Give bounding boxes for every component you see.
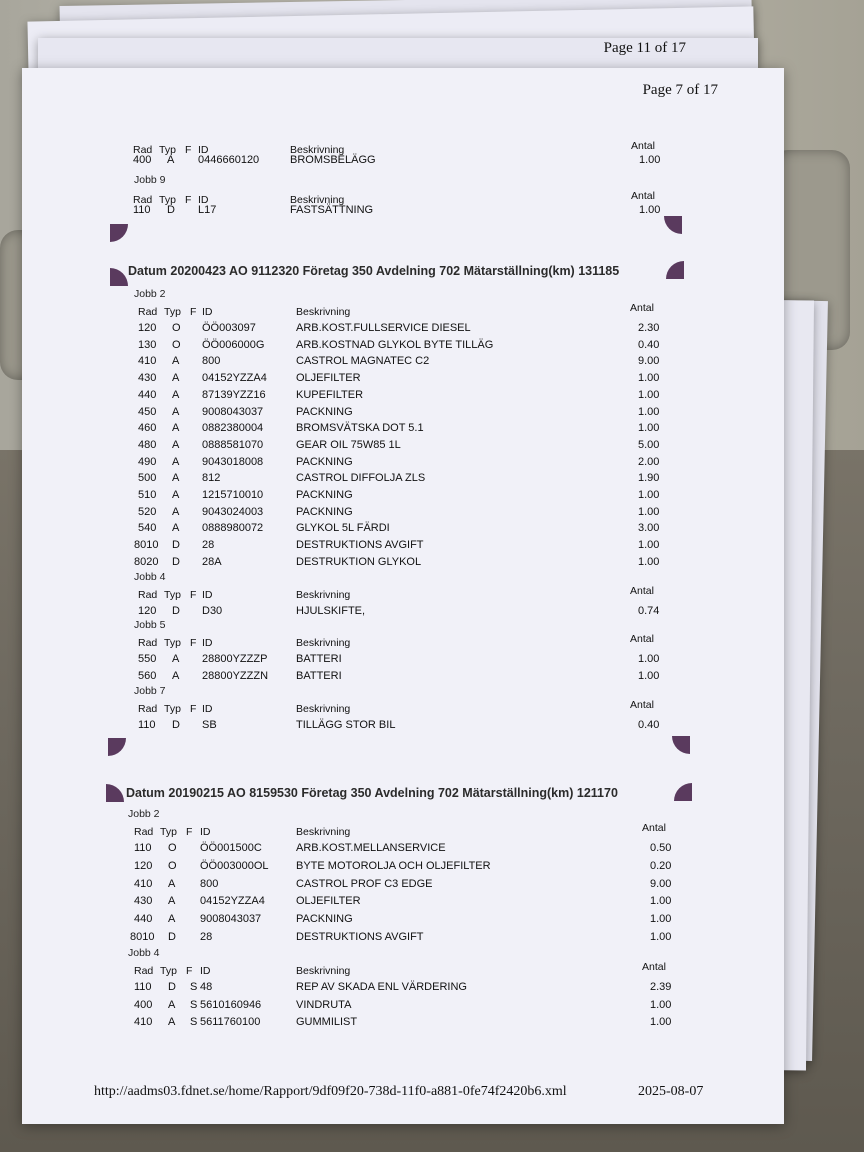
header-antal: Antal xyxy=(630,698,654,711)
table-row xyxy=(22,353,784,369)
cell-typ: A xyxy=(172,455,180,468)
cell-antal: 0.74 xyxy=(638,604,660,617)
table-row xyxy=(22,668,784,684)
cell-typ: D xyxy=(168,931,176,943)
cell-typ: D xyxy=(167,204,175,216)
header-f: F xyxy=(186,964,193,977)
cell-id: 04152YZZA4 xyxy=(202,372,267,385)
cell-antal: 3.00 xyxy=(638,522,660,535)
cell-antal: 2.39 xyxy=(650,980,672,993)
section-marker xyxy=(110,268,128,286)
cell-typ: A xyxy=(172,405,180,418)
header-antal: Antal xyxy=(630,633,654,646)
cell-typ: A xyxy=(168,877,176,890)
cell-id: D30 xyxy=(202,604,223,617)
table-header-row xyxy=(22,304,784,320)
cell-rad: 410 xyxy=(134,1016,153,1029)
cell-antal: 1.00 xyxy=(639,154,661,166)
cell-typ: O xyxy=(172,322,181,334)
back-page-label: Page 11 of 17 xyxy=(603,40,686,56)
section-marker xyxy=(664,216,682,234)
cell-id: 9043024003 xyxy=(202,505,264,518)
cell-typ: A xyxy=(172,355,180,368)
cell-rad: 8010 xyxy=(134,539,159,552)
cell-beskrivning: PACKNING xyxy=(296,913,353,926)
cell-beskrivning: ARB.KOST.FULLSERVICE DIESEL xyxy=(296,322,471,334)
cell-f: S xyxy=(190,1016,198,1029)
cell-typ: A xyxy=(168,895,176,908)
cell-id: 5611760100 xyxy=(200,1016,261,1029)
cell-typ: A xyxy=(172,422,180,435)
cell-beskrivning: VINDRUTA xyxy=(296,998,352,1011)
cell-rad: 560 xyxy=(138,669,157,682)
cell-antal: 1.00 xyxy=(638,388,660,401)
cell-id: 0446660120 xyxy=(198,154,260,166)
header-rad: Rad xyxy=(138,306,158,318)
table-row xyxy=(22,320,784,336)
table-row xyxy=(22,420,784,436)
cell-id: 9043018008 xyxy=(202,455,264,468)
cell-rad: 520 xyxy=(138,505,157,518)
table-row xyxy=(22,911,784,927)
header-rad: Rad xyxy=(133,194,153,206)
cell-id: 28A xyxy=(202,555,222,568)
cell-typ: A xyxy=(172,653,180,666)
header-beskrivning: Beskrivning xyxy=(296,637,351,650)
cell-id: 800 xyxy=(202,355,221,368)
page-label: Page 7 of 17 xyxy=(642,82,718,98)
cell-rad: 540 xyxy=(138,522,157,535)
section-title: Datum 20190215 AO 8159530 Företag 350 Avdelning 702 Mätarställning(km) 121170 xyxy=(126,786,618,800)
header-antal: Antal xyxy=(631,140,655,152)
cell-beskrivning: BYTE MOTOROLJA OCH OLJEFILTER xyxy=(296,859,491,872)
header-beskrivning: Beskrivning xyxy=(290,144,345,156)
header-rad: Rad xyxy=(134,826,154,838)
cell-antal: 9.00 xyxy=(638,355,660,368)
cell-antal: 2.00 xyxy=(638,455,660,468)
cell-antal: 2.30 xyxy=(638,322,660,334)
cell-beskrivning: ARB.KOST.MELLANSERVICE xyxy=(296,842,446,854)
job-label: Jobb 2 xyxy=(128,808,160,820)
cell-antal: 1.00 xyxy=(650,931,672,943)
cell-id: SB xyxy=(202,718,217,731)
cell-id: 9008043037 xyxy=(202,405,264,418)
table-row xyxy=(22,840,784,856)
cell-rad: 400 xyxy=(133,154,152,166)
cell-typ: A xyxy=(172,522,180,535)
header-f: F xyxy=(185,144,192,156)
header-id: ID xyxy=(198,194,209,206)
table-row xyxy=(22,470,784,486)
table-row xyxy=(22,337,784,353)
cell-f: S xyxy=(190,998,198,1011)
cell-typ: A xyxy=(168,998,176,1011)
header-typ: Typ xyxy=(159,144,176,156)
table-row xyxy=(22,929,784,945)
cell-typ: O xyxy=(168,842,177,854)
header-typ: Typ xyxy=(164,637,181,650)
header-beskrivning: Beskrivning xyxy=(296,702,351,715)
cell-id: 28800YZZZN xyxy=(202,669,269,682)
cell-antal: 1.00 xyxy=(638,405,660,418)
header-typ: Typ xyxy=(164,306,181,318)
table-header-row xyxy=(22,824,784,840)
section-marker xyxy=(674,783,692,801)
table-row xyxy=(22,520,784,536)
job-label: Jobb 2 xyxy=(134,288,166,300)
cell-rad: 130 xyxy=(138,338,157,351)
cell-rad: 440 xyxy=(138,388,157,401)
cell-id: 28800YZZZP xyxy=(202,653,268,666)
cell-rad: 450 xyxy=(138,405,157,418)
table-header-row xyxy=(22,698,784,717)
cell-rad: 500 xyxy=(138,472,157,485)
table-row xyxy=(22,876,784,892)
table-row xyxy=(22,387,784,403)
cell-antal: 0.20 xyxy=(650,859,672,872)
cell-antal: 1.00 xyxy=(650,913,672,926)
table-row xyxy=(22,979,784,995)
header-f: F xyxy=(190,306,197,318)
cell-beskrivning: CASTROL DIFFOLJA ZLS xyxy=(296,472,426,485)
table-row xyxy=(22,537,784,553)
cell-id: 0888581070 xyxy=(202,438,264,451)
cell-typ: D xyxy=(172,604,180,617)
cell-beskrivning: GLYKOL 5L FÄRDI xyxy=(296,522,390,535)
cell-id: 0888980072 xyxy=(202,522,264,535)
header-f: F xyxy=(190,588,197,601)
cell-id: L17 xyxy=(198,204,217,216)
cell-typ: D xyxy=(172,539,180,552)
cell-antal: 1.00 xyxy=(639,204,661,216)
job-label: Jobb 7 xyxy=(134,684,166,697)
cell-antal: 1.00 xyxy=(638,653,660,666)
cell-beskrivning: GUMMILIST xyxy=(296,1016,358,1029)
cell-antal: 9.00 xyxy=(650,877,672,890)
table-row xyxy=(22,487,784,503)
cell-id: 28 xyxy=(202,539,215,552)
cell-typ: A xyxy=(167,154,175,166)
header-f: F xyxy=(190,702,197,715)
cell-rad: 410 xyxy=(134,877,153,890)
header-rad: Rad xyxy=(138,588,158,601)
cell-beskrivning: DESTRUKTIONS AVGIFT xyxy=(296,539,424,552)
header-typ: Typ xyxy=(160,826,177,838)
cell-id: ÖÖ001500C xyxy=(200,842,262,854)
cell-typ: A xyxy=(172,388,180,401)
cell-beskrivning: PACKNING xyxy=(296,405,353,418)
job-label: Jobb 5 xyxy=(134,619,166,632)
cell-beskrivning: GEAR OIL 75W85 1L xyxy=(296,438,401,451)
header-f: F xyxy=(185,194,192,206)
cell-rad: 120 xyxy=(134,859,153,872)
cell-typ: A xyxy=(172,669,180,682)
cell-typ: O xyxy=(172,338,181,351)
header-typ: Typ xyxy=(164,588,181,601)
cell-typ: A xyxy=(172,372,180,385)
table-header-row xyxy=(22,584,784,603)
cell-rad: 460 xyxy=(138,422,157,435)
cell-beskrivning: CASTROL MAGNATEC C2 xyxy=(296,355,430,368)
cell-beskrivning: BROMSBELÄGG xyxy=(290,154,376,166)
cell-antal: 1.00 xyxy=(638,372,660,385)
cell-beskrivning: CASTROL PROF C3 EDGE xyxy=(296,877,433,890)
cell-beskrivning: BATTERI xyxy=(296,669,342,682)
cell-id: 48 xyxy=(200,980,213,993)
header-id: ID xyxy=(202,306,213,318)
header-antal: Antal xyxy=(630,584,654,597)
table-header-row xyxy=(22,960,784,979)
cell-id: 0882380004 xyxy=(202,422,264,435)
header-beskrivning: Beskrivning xyxy=(296,964,351,977)
cell-antal: 1.00 xyxy=(650,998,672,1011)
cell-rad: 8020 xyxy=(134,555,159,568)
cell-beskrivning: PACKNING xyxy=(296,455,353,468)
cell-id: 1215710010 xyxy=(202,489,264,501)
cell-typ: A xyxy=(172,438,180,451)
cell-antal: 0.50 xyxy=(650,842,672,854)
header-antal: Antal xyxy=(630,302,654,314)
cell-id: ÖÖ003097 xyxy=(202,322,256,334)
cell-antal: 1.90 xyxy=(638,472,660,485)
cell-beskrivning: BATTERI xyxy=(296,653,342,666)
cell-rad: 440 xyxy=(134,913,153,926)
cell-beskrivning: KUPEFILTER xyxy=(296,388,364,401)
cell-rad: 550 xyxy=(138,653,157,666)
cell-beskrivning: FASTSÄTTNING xyxy=(290,204,374,216)
cell-typ: A xyxy=(172,472,180,485)
header-id: ID xyxy=(200,964,211,977)
cell-id: 5610160946 xyxy=(200,998,262,1011)
header-id: ID xyxy=(200,826,211,838)
header-id: ID xyxy=(202,588,213,601)
cell-beskrivning: BROMSVÄTSKA DOT 5.1 xyxy=(296,422,424,435)
table-row xyxy=(22,997,784,1013)
cell-id: ÖÖ003000OL xyxy=(200,859,269,872)
cell-rad: 410 xyxy=(138,355,157,368)
header-typ: Typ xyxy=(160,964,177,977)
section-marker xyxy=(672,736,690,754)
section-marker xyxy=(110,224,128,242)
table-row xyxy=(22,858,784,874)
header-rad: Rad xyxy=(138,637,158,650)
header-id: ID xyxy=(202,702,213,715)
cell-typ: A xyxy=(172,505,180,518)
cell-antal: 1.00 xyxy=(638,505,660,518)
cell-antal: 1.00 xyxy=(638,422,660,435)
cell-typ: D xyxy=(168,980,176,993)
cell-id: 28 xyxy=(200,931,213,943)
table-row xyxy=(22,1014,784,1030)
cell-f: S xyxy=(190,980,198,993)
cell-beskrivning: DESTRUKTIONS AVGIFT xyxy=(296,931,424,943)
cell-id: 04152YZZA4 xyxy=(200,895,265,908)
cell-beskrivning: REP AV SKADA ENL VÄRDERING xyxy=(296,980,467,993)
cell-typ: A xyxy=(168,1016,176,1029)
section-marker xyxy=(666,261,684,279)
table-row xyxy=(22,651,784,667)
cell-id: 812 xyxy=(202,472,221,485)
header-rad: Rad xyxy=(133,144,153,156)
cell-rad: 110 xyxy=(134,980,152,993)
header-antal: Antal xyxy=(631,190,655,202)
cell-rad: 110 xyxy=(133,204,151,216)
cell-antal: 1.00 xyxy=(650,895,672,908)
cell-beskrivning: OLJEFILTER xyxy=(296,895,361,908)
section-title: Datum 20200423 AO 9112320 Företag 350 Avdelning 702 Mätarställning(km) 131185 xyxy=(128,264,620,278)
cell-rad: 490 xyxy=(138,455,157,468)
cell-id: 87139YZZ16 xyxy=(202,388,266,401)
job-label: Jobb 9 xyxy=(134,174,166,186)
section-marker xyxy=(106,784,124,802)
table-row xyxy=(22,554,784,570)
cell-beskrivning: PACKNING xyxy=(296,489,353,501)
cell-rad: 120 xyxy=(138,604,157,617)
table-row xyxy=(22,717,784,733)
cell-typ: D xyxy=(172,718,180,731)
table-row xyxy=(22,437,784,453)
cell-rad: 510 xyxy=(138,489,157,501)
cell-beskrivning: PACKNING xyxy=(296,505,353,518)
cell-beskrivning: ARB.KOSTNAD GLYKOL BYTE TILLÄG xyxy=(296,338,494,351)
header-beskrivning: Beskrivning xyxy=(290,194,345,206)
cell-typ: A xyxy=(168,913,176,926)
cell-rad: 480 xyxy=(138,438,157,451)
header-f: F xyxy=(190,637,197,650)
header-rad: Rad xyxy=(138,702,158,715)
cell-antal: 1.00 xyxy=(638,669,660,682)
header-id: ID xyxy=(202,637,213,650)
cell-antal: 5.00 xyxy=(638,438,660,451)
job-label: Jobb 4 xyxy=(134,570,166,583)
table-row xyxy=(22,454,784,470)
cell-typ: O xyxy=(168,859,177,872)
table-row xyxy=(22,404,784,420)
header-typ: Typ xyxy=(164,702,181,715)
cell-typ: A xyxy=(172,489,180,501)
cell-rad: 430 xyxy=(134,895,153,908)
cell-antal: 0.40 xyxy=(638,718,660,731)
cell-antal: 1.00 xyxy=(638,489,660,501)
cell-rad: 120 xyxy=(138,322,157,334)
cell-beskrivning: OLJEFILTER xyxy=(296,372,361,385)
cell-rad: 110 xyxy=(138,718,156,731)
cell-rad: 8010 xyxy=(130,931,155,943)
header-beskrivning: Beskrivning xyxy=(296,588,351,601)
cell-antal: 0.40 xyxy=(638,338,660,351)
header-antal: Antal xyxy=(642,960,666,973)
header-typ: Typ xyxy=(159,194,176,206)
footer-date: 2025-08-07 xyxy=(638,1084,704,1099)
table-row xyxy=(22,893,784,909)
section-marker xyxy=(108,738,126,756)
header-beskrivning: Beskrivning xyxy=(296,306,351,318)
table-row xyxy=(22,504,784,520)
header-antal: Antal xyxy=(642,822,666,834)
cell-rad: 430 xyxy=(138,372,157,385)
cell-id: 9008043037 xyxy=(200,913,262,926)
cell-antal: 1.00 xyxy=(650,1016,672,1029)
table-header-row xyxy=(22,635,784,651)
cell-beskrivning: DESTRUKTION GLYKOL xyxy=(296,555,422,568)
cell-antal: 1.00 xyxy=(638,555,660,568)
cell-beskrivning: TILLÄGG STOR BIL xyxy=(296,718,396,731)
cell-rad: 400 xyxy=(134,998,153,1011)
header-rad: Rad xyxy=(134,964,154,977)
cell-beskrivning: HJULSKIFTE, xyxy=(296,604,366,617)
report-page xyxy=(22,68,784,1124)
table-row xyxy=(22,603,784,619)
cell-antal: 1.00 xyxy=(638,539,660,552)
header-id: ID xyxy=(198,144,209,156)
job-label: Jobb 4 xyxy=(128,946,160,959)
cell-typ: D xyxy=(172,555,180,568)
table-row xyxy=(22,152,784,168)
table-row xyxy=(22,370,784,386)
header-f: F xyxy=(186,826,193,838)
cell-rad: 110 xyxy=(134,842,152,854)
footer-url: http://aadms03.fdnet.se/home/Rapport/9df09f20-738d-11f0-a881-0fe74f2420b6.xml xyxy=(94,1084,567,1099)
header-beskrivning: Beskrivning xyxy=(296,826,351,838)
cell-id: 800 xyxy=(200,877,219,890)
cell-id: ÖÖ006000G xyxy=(202,338,265,351)
